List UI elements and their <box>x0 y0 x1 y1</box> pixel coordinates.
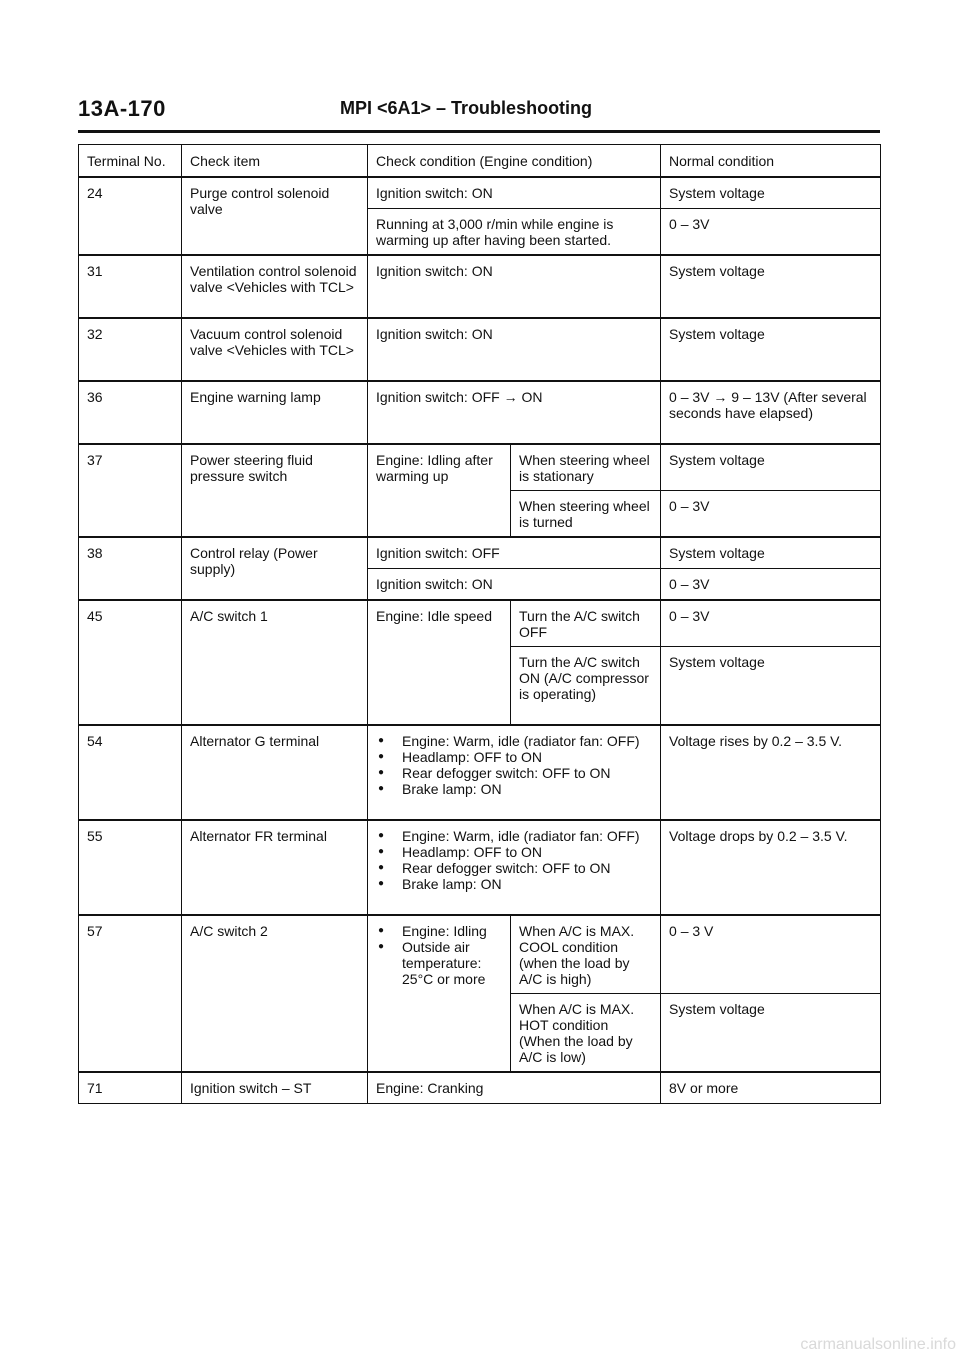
table-row <box>79 444 881 491</box>
check-condition: Engine: Cranking <box>368 1072 661 1104</box>
check-item: Engine warning lamp <box>182 381 368 444</box>
normal-condition: System voltage <box>661 537 881 569</box>
terminal-number: 24 <box>79 177 182 255</box>
check-condition: Engine: Idling after warming up <box>368 444 511 537</box>
page-number: 13A-170 <box>78 96 166 121</box>
normal-condition: System voltage <box>661 994 881 1073</box>
check-condition: Running at 3,000 r/min while engine is warming up after having been started. <box>368 209 661 256</box>
table-row <box>79 318 881 381</box>
check-condition: Ignition switch: ON <box>368 569 661 601</box>
terminal-number: 38 <box>79 537 182 600</box>
list-item: ● Rear defogger switch: OFF to ON <box>376 860 652 876</box>
normal-condition: System voltage <box>661 318 881 381</box>
check-item: Alternator G terminal <box>182 725 368 820</box>
condition-list <box>376 828 652 892</box>
terminal-number: 32 <box>79 318 182 381</box>
condition-list <box>376 923 502 987</box>
terminal-number: 57 <box>79 915 182 1072</box>
check-condition <box>368 820 661 915</box>
list-item: ● Headlamp: OFF to ON <box>376 749 652 765</box>
normal-condition: 0 – 3V <box>661 209 881 256</box>
normal-condition: 0 – 3V <box>661 491 881 538</box>
list-item: ● Outside air temperature: 25°C or more <box>376 939 502 987</box>
terminal-number: 45 <box>79 600 182 725</box>
terminal-number: 37 <box>79 444 182 537</box>
table-row <box>79 600 881 647</box>
list-item: ● Engine: Warm, idle (radiator fan: OFF) <box>376 828 652 844</box>
sub-condition: Turn the A/C switch ON (A/C compressor is operating) <box>511 647 661 726</box>
col-header-terminal: Terminal No. <box>79 145 182 178</box>
col-header-check-item: Check item <box>182 145 368 178</box>
sub-condition: When A/C is MAX. COOL condition (when the load by A/C is high) <box>511 915 661 994</box>
sub-condition: When steering wheel is stationary <box>511 444 661 491</box>
list-item: ● Brake lamp: ON <box>376 781 652 797</box>
terminal-number: 54 <box>79 725 182 820</box>
check-condition <box>368 725 661 820</box>
table-row <box>79 177 881 209</box>
list-item: ● Headlamp: OFF to ON <box>376 844 652 860</box>
normal-condition: 0 – 3V <box>661 600 881 647</box>
list-item: ● Brake lamp: ON <box>376 876 652 892</box>
list-item: ● Engine: Warm, idle (radiator fan: OFF) <box>376 733 652 749</box>
check-item: Alternator FR terminal <box>182 820 368 915</box>
check-condition: Engine: Idle speed <box>368 600 511 725</box>
normal-condition: 0 – 3 V <box>661 915 881 994</box>
normal-condition: 0 – 3V → 9 – 13V (After several seconds have elapsed) <box>661 381 881 444</box>
page-header <box>78 96 880 133</box>
check-condition <box>368 915 511 1072</box>
table-row <box>79 1072 881 1104</box>
normal-condition: System voltage <box>661 444 881 491</box>
check-item: A/C switch 1 <box>182 600 368 725</box>
normal-condition: System voltage <box>661 647 881 726</box>
normal-condition: Voltage drops by 0.2 – 3.5 V. <box>661 820 881 915</box>
check-condition: Ignition switch: OFF <box>368 537 661 569</box>
condition-list <box>376 733 652 797</box>
terminal-check-table <box>78 144 881 1104</box>
table-row <box>79 255 881 318</box>
check-item: A/C switch 2 <box>182 915 368 1072</box>
col-header-normal-condition: Normal condition <box>661 145 881 178</box>
check-item: Purge control solenoid valve <box>182 177 368 255</box>
check-item: Control relay (Power supply) <box>182 537 368 600</box>
page-title: MPI <6A1> – Troubleshooting <box>340 98 593 118</box>
normal-condition: 0 – 3V <box>661 569 881 601</box>
table-header-row <box>79 145 881 178</box>
terminal-number: 36 <box>79 381 182 444</box>
check-condition: Ignition switch: ON <box>368 318 661 381</box>
watermark: carmanualsonline.info <box>800 1336 956 1353</box>
check-condition: Ignition switch: ON <box>368 177 661 209</box>
table-row <box>79 915 881 994</box>
check-item: Power steering fluid pressure switch <box>182 444 368 537</box>
normal-condition: 8V or more <box>661 1072 881 1104</box>
table-row <box>79 381 881 444</box>
terminal-number: 71 <box>79 1072 182 1104</box>
normal-condition: System voltage <box>661 177 881 209</box>
normal-condition: System voltage <box>661 255 881 318</box>
list-item: ● Engine: Idling <box>376 923 502 939</box>
check-item: Ventilation control solenoid valve <Vehicles with TCL> <box>182 255 368 318</box>
normal-condition: Voltage rises by 0.2 – 3.5 V. <box>661 725 881 820</box>
terminal-number: 55 <box>79 820 182 915</box>
list-item: ● Rear defogger switch: OFF to ON <box>376 765 652 781</box>
sub-condition: When steering wheel is turned <box>511 491 661 538</box>
sub-condition: Turn the A/C switch OFF <box>511 600 661 647</box>
check-item: Vacuum control solenoid valve <Vehicles with TCL> <box>182 318 368 381</box>
table-row <box>79 725 881 820</box>
check-condition: Ignition switch: ON <box>368 255 661 318</box>
check-condition: Ignition switch: OFF → ON <box>368 381 661 444</box>
col-header-check-condition: Check condition (Engine condition) <box>368 145 661 178</box>
table-row <box>79 537 881 569</box>
check-item: Ignition switch – ST <box>182 1072 368 1104</box>
terminal-number: 31 <box>79 255 182 318</box>
sub-condition: When A/C is MAX. HOT condition (When the load by A/C is low) <box>511 994 661 1073</box>
table-row <box>79 820 881 915</box>
